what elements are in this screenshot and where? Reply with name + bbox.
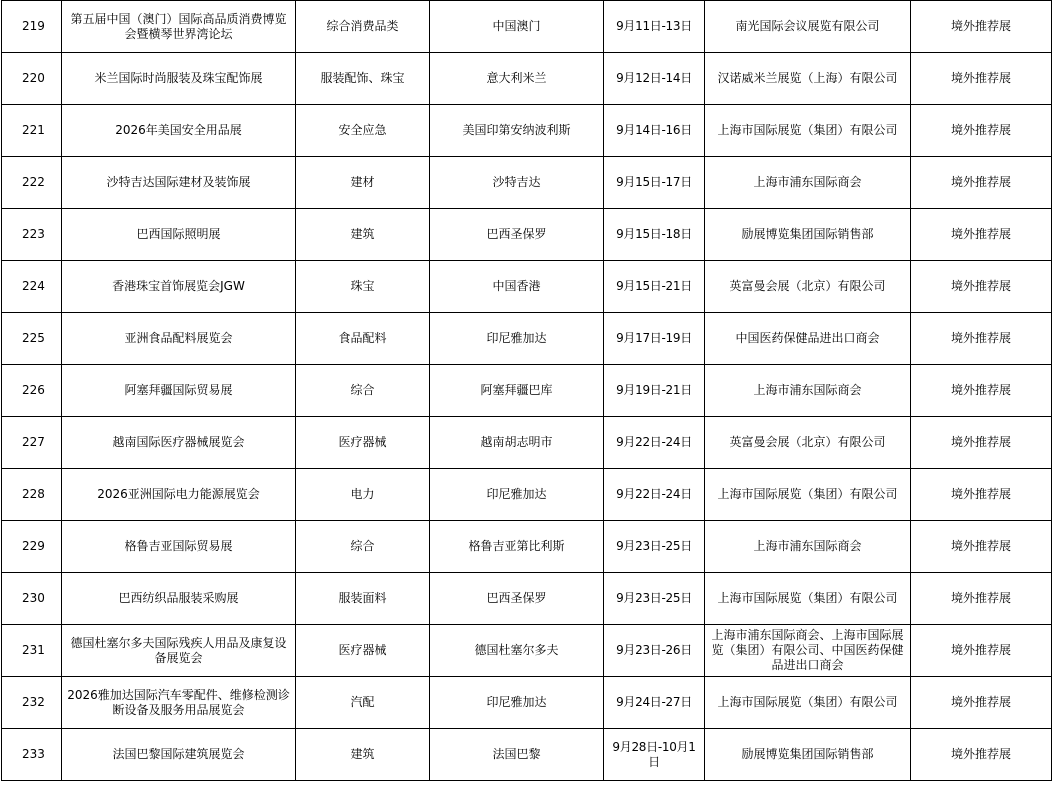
cell-category[interactable]: 电力 — [296, 469, 430, 521]
table-row — [2, 261, 1052, 313]
cell-index[interactable]: 221 — [2, 105, 62, 157]
cell-exhibition-name[interactable]: 2026年美国安全用品展 — [62, 105, 296, 157]
cell-index[interactable]: 227 — [2, 417, 62, 469]
cell-location[interactable]: 巴西圣保罗 — [430, 573, 604, 625]
cell-index[interactable]: 224 — [2, 261, 62, 313]
cell-category[interactable]: 医疗器械 — [296, 625, 430, 677]
cell-organizer[interactable]: 励展博览集团国际销售部 — [705, 729, 911, 781]
cell-index[interactable]: 233 — [2, 729, 62, 781]
cell-category[interactable]: 安全应急 — [296, 105, 430, 157]
table-row — [2, 573, 1052, 625]
cell-location[interactable]: 印尼雅加达 — [430, 677, 604, 729]
cell-index[interactable]: 232 — [2, 677, 62, 729]
cell-organizer[interactable]: 上海市国际展览（集团）有限公司 — [705, 573, 911, 625]
cell-category[interactable]: 建材 — [296, 157, 430, 209]
cell-organizer[interactable]: 英富曼会展（北京）有限公司 — [705, 417, 911, 469]
cell-date[interactable]: 9月11日-13日 — [604, 1, 705, 53]
cell-exhibition-name[interactable]: 法国巴黎国际建筑展览会 — [62, 729, 296, 781]
cell-exhibition-name[interactable]: 香港珠宝首饰展览会JGW — [62, 261, 296, 313]
cell-category[interactable]: 综合 — [296, 521, 430, 573]
cell-exhibition-type[interactable]: 境外推荐展 — [911, 417, 1052, 469]
table-row — [2, 521, 1052, 573]
cell-index[interactable]: 226 — [2, 365, 62, 417]
cell-location[interactable]: 意大利米兰 — [430, 53, 604, 105]
cell-date[interactable]: 9月22日-24日 — [604, 469, 705, 521]
cell-index[interactable]: 220 — [2, 53, 62, 105]
cell-date[interactable]: 9月15日-21日 — [604, 261, 705, 313]
table-row — [2, 365, 1052, 417]
cell-date[interactable]: 9月23日-25日 — [604, 573, 705, 625]
cell-exhibition-type[interactable]: 境外推荐展 — [911, 365, 1052, 417]
cell-category[interactable]: 综合消费品类 — [296, 1, 430, 53]
cell-organizer[interactable]: 上海市国际展览（集团）有限公司 — [705, 469, 911, 521]
cell-exhibition-name[interactable]: 巴西国际照明展 — [62, 209, 296, 261]
cell-location[interactable]: 中国澳门 — [430, 1, 604, 53]
cell-exhibition-name[interactable]: 巴西纺织品服装采购展 — [62, 573, 296, 625]
cell-date[interactable]: 9月17日-19日 — [604, 313, 705, 365]
cell-organizer[interactable]: 汉诺威米兰展览（上海）有限公司 — [705, 53, 911, 105]
cell-organizer[interactable]: 上海市浦东国际商会 — [705, 365, 911, 417]
cell-date[interactable]: 9月15日-18日 — [604, 209, 705, 261]
cell-category[interactable]: 汽配 — [296, 677, 430, 729]
cell-index[interactable]: 230 — [2, 573, 62, 625]
cell-category[interactable]: 医疗器械 — [296, 417, 430, 469]
table-row — [2, 625, 1052, 677]
cell-exhibition-name[interactable]: 2026亚洲国际电力能源展览会 — [62, 469, 296, 521]
cell-location[interactable]: 越南胡志明市 — [430, 417, 604, 469]
cell-exhibition-type[interactable]: 境外推荐展 — [911, 521, 1052, 573]
cell-exhibition-type[interactable]: 境外推荐展 — [911, 209, 1052, 261]
cell-location[interactable]: 中国香港 — [430, 261, 604, 313]
cell-date[interactable]: 9月28日-10月1日 — [604, 729, 705, 781]
table-row — [2, 1, 1052, 53]
cell-category[interactable]: 服装配饰、珠宝 — [296, 53, 430, 105]
cell-category[interactable]: 建筑 — [296, 209, 430, 261]
cell-exhibition-name[interactable]: 米兰国际时尚服装及珠宝配饰展 — [62, 53, 296, 105]
cell-exhibition-type[interactable]: 境外推荐展 — [911, 469, 1052, 521]
cell-index[interactable]: 231 — [2, 625, 62, 677]
cell-organizer[interactable]: 励展博览集团国际销售部 — [705, 209, 911, 261]
cell-organizer[interactable]: 南光国际会议展览有限公司 — [705, 1, 911, 53]
cell-index[interactable]: 219 — [2, 1, 62, 53]
cell-location[interactable]: 印尼雅加达 — [430, 469, 604, 521]
table-body — [2, 1, 1052, 781]
cell-index[interactable]: 225 — [2, 313, 62, 365]
cell-exhibition-type[interactable]: 境外推荐展 — [911, 1, 1052, 53]
cell-exhibition-type[interactable]: 境外推荐展 — [911, 573, 1052, 625]
cell-exhibition-type[interactable]: 境外推荐展 — [911, 53, 1052, 105]
cell-location[interactable]: 德国杜塞尔多夫 — [430, 625, 604, 677]
cell-date[interactable]: 9月19日-21日 — [604, 365, 705, 417]
cell-exhibition-name[interactable]: 德国杜塞尔多夫国际残疾人用品及康复设备展览会 — [62, 625, 296, 677]
table-row — [2, 469, 1052, 521]
cell-location[interactable]: 印尼雅加达 — [430, 313, 604, 365]
cell-location[interactable]: 美国印第安纳波利斯 — [430, 105, 604, 157]
cell-index[interactable]: 229 — [2, 521, 62, 573]
cell-date[interactable]: 9月22日-24日 — [604, 417, 705, 469]
cell-exhibition-name[interactable]: 越南国际医疗器械展览会 — [62, 417, 296, 469]
cell-exhibition-name[interactable]: 亚洲食品配料展览会 — [62, 313, 296, 365]
cell-exhibition-type[interactable]: 境外推荐展 — [911, 105, 1052, 157]
cell-category[interactable]: 服装面料 — [296, 573, 430, 625]
cell-index[interactable]: 228 — [2, 469, 62, 521]
table-row — [2, 209, 1052, 261]
cell-date[interactable]: 9月14日-16日 — [604, 105, 705, 157]
cell-date[interactable]: 9月15日-17日 — [604, 157, 705, 209]
cell-location[interactable]: 沙特吉达 — [430, 157, 604, 209]
cell-location[interactable]: 法国巴黎 — [430, 729, 604, 781]
cell-organizer[interactable]: 中国医药保健品进出口商会 — [705, 313, 911, 365]
cell-organizer[interactable]: 上海市浦东国际商会、上海市国际展览（集团）有限公司、中国医药保健品进出口商会 — [705, 625, 911, 677]
exhibition-table — [1, 0, 1052, 781]
cell-exhibition-type[interactable]: 境外推荐展 — [911, 625, 1052, 677]
cell-organizer[interactable]: 上海市浦东国际商会 — [705, 157, 911, 209]
cell-exhibition-name[interactable]: 2026雅加达国际汽车零配件、维修检测诊断设备及服务用品展览会 — [62, 677, 296, 729]
cell-index[interactable]: 222 — [2, 157, 62, 209]
cell-exhibition-type[interactable]: 境外推荐展 — [911, 157, 1052, 209]
table-row — [2, 677, 1052, 729]
cell-organizer[interactable]: 上海市国际展览（集团）有限公司 — [705, 105, 911, 157]
cell-exhibition-name[interactable]: 阿塞拜疆国际贸易展 — [62, 365, 296, 417]
cell-date[interactable]: 9月23日-26日 — [604, 625, 705, 677]
cell-organizer[interactable]: 上海市浦东国际商会 — [705, 521, 911, 573]
table-row — [2, 729, 1052, 781]
cell-exhibition-type[interactable]: 境外推荐展 — [911, 313, 1052, 365]
cell-exhibition-name[interactable]: 第五届中国（澳门）国际高品质消费博览会暨横琴世界湾论坛 — [62, 1, 296, 53]
cell-exhibition-name[interactable]: 沙特吉达国际建材及装饰展 — [62, 157, 296, 209]
cell-date[interactable]: 9月24日-27日 — [604, 677, 705, 729]
cell-category[interactable]: 建筑 — [296, 729, 430, 781]
cell-category[interactable]: 珠宝 — [296, 261, 430, 313]
table-row — [2, 157, 1052, 209]
cell-exhibition-type[interactable]: 境外推荐展 — [911, 261, 1052, 313]
table-row — [2, 417, 1052, 469]
cell-organizer[interactable]: 上海市国际展览（集团）有限公司 — [705, 677, 911, 729]
cell-category[interactable]: 综合 — [296, 365, 430, 417]
cell-organizer[interactable]: 英富曼会展（北京）有限公司 — [705, 261, 911, 313]
cell-date[interactable]: 9月23日-25日 — [604, 521, 705, 573]
cell-index[interactable]: 223 — [2, 209, 62, 261]
cell-date[interactable]: 9月12日-14日 — [604, 53, 705, 105]
cell-location[interactable]: 阿塞拜疆巴库 — [430, 365, 604, 417]
table-row — [2, 105, 1052, 157]
cell-exhibition-name[interactable]: 格鲁吉亚国际贸易展 — [62, 521, 296, 573]
table-row — [2, 313, 1052, 365]
table-row — [2, 53, 1052, 105]
cell-location[interactable]: 巴西圣保罗 — [430, 209, 604, 261]
cell-exhibition-type[interactable]: 境外推荐展 — [911, 729, 1052, 781]
cell-location[interactable]: 格鲁吉亚第比利斯 — [430, 521, 604, 573]
cell-exhibition-type[interactable]: 境外推荐展 — [911, 677, 1052, 729]
cell-category[interactable]: 食品配料 — [296, 313, 430, 365]
